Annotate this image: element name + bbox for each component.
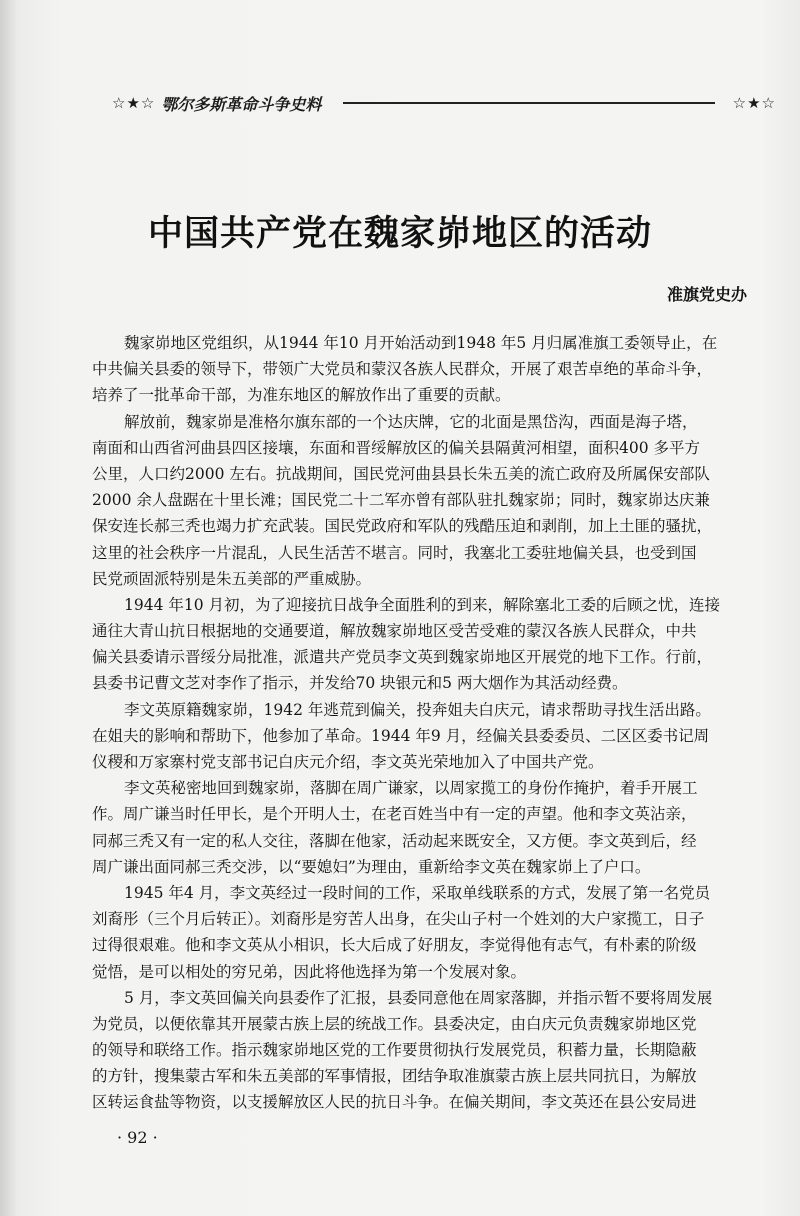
article-title: 中国共产党在魏家峁地区的活动	[147, 214, 652, 254]
text-line: 过得很艰难。他和李文英从小相识，长大后成了好朋友，李觉得他有志气，有朴素的阶级	[92, 936, 697, 955]
text-line: 仪稷和万家寨村党支部书记白庆元介绍，李文英光荣地加入了中国共产党。	[92, 753, 604, 771]
text-line: 作。周广谦当时任甲长，是个开明人士，在老百姓当中有一定的声望。他和李文英沾亲，	[92, 805, 697, 824]
paragraph-1	[92, 330, 800, 409]
text-line: 的领导和联络工作。指示魏家峁地区党的工作要贯彻执行发展党员，积蓄力量，长期隐蔽	[92, 1041, 697, 1060]
text-line: 县委书记曹文芝对李作了指示，并发给70 块银元和5 两大烟作为其活动经费。	[92, 674, 628, 693]
text-line: 2000 余人盘踞在十里长滩；国民党二十二军亦曾有部队驻扎魏家峁；同时，魏家峁达庆兼	[92, 491, 710, 510]
text-line: 中共偏关县委的领导下，带领广大党员和蒙汉各族人民群众，开展了艰苦卓绝的革命斗争，	[92, 360, 713, 379]
text-line: 这里的社会秩序一片混乱，人民生活苦不堪言。同时，我塞北工委驻地偏关县，也受到国	[92, 543, 697, 562]
running-header	[112, 88, 776, 118]
paragraph-4	[92, 697, 800, 776]
paragraph-5	[92, 775, 800, 880]
text-line: 魏家峁地区党组织，从1944 年10 月开始活动到1948 年5 月归属准旗工委领导止，在	[124, 334, 718, 352]
text-line: 5 月，李文英回偏关向县委作了汇报，县委同意他在周家落脚，并指示暂不要将周发展	[124, 988, 713, 1007]
text-line: 民党顽固派特别是朱五美部的严重威胁。	[92, 569, 372, 588]
paragraph-3	[92, 592, 800, 697]
text-line: 李文英秘密地回到魏家峁，落脚在周广谦家，以周家揽工的身份作掩护，着手开展工	[124, 779, 698, 798]
article-author: 准旗党史办	[666, 285, 747, 304]
paragraph-7	[92, 985, 800, 1116]
text-line: 保安连长郝三秃也竭力扩充武装。国民党政府和军队的残酷压迫和剥削，加上土匪的骚扰，	[92, 517, 713, 536]
text-line: 偏关县委请示晋绥分局批准，派遣共产党员李文英到魏家峁地区开展党的地下工作。行前，	[92, 648, 713, 667]
text-line: 为党员，以便依靠其开展蒙古族上层的统战工作。县委决定，由白庆元负责魏家峁地区党	[92, 1014, 697, 1033]
header-rule	[343, 102, 714, 104]
series-title: 鄂尔多斯革命斗争史料	[161, 94, 322, 114]
text-line: 解放前，魏家峁是准格尔旗东部的一个达庆牌，它的北面是黑岱沟，西面是海子塔，	[124, 412, 698, 431]
text-line: 周广谦出面同郝三秃交涉，以“要媳妇”为理由，重新给李文英在魏家峁上了户口。	[92, 857, 651, 876]
article-body	[92, 330, 800, 1116]
text-line: 刘裔彤（三个月后转正）。刘裔彤是穷苦人出身，在尖山子村一个姓刘的大户家揽工，日子	[92, 910, 705, 929]
header-stars-right-icon: ☆★☆	[732, 94, 776, 112]
text-line: 南面和山西省河曲县四区接壤，东面和晋绥解放区的偏关县隔黄河相望，面积400 多平方	[92, 438, 701, 457]
text-line: 区转运食盐等物资，以支援解放区人民的抗日斗争。在偏关期间，李文英还在县公安局进	[92, 1093, 697, 1112]
page-number: · 92 ·	[117, 1128, 158, 1147]
text-line: 1945 年4 月，李文英经过一段时间的工作，采取单线联系的方式，发展了第一名党员	[124, 883, 711, 902]
text-line: 李文英原籍魏家峁，1942 年逃荒到偏关，投奔姐夫白庆元，请求帮助寻找生活出路。	[124, 700, 711, 719]
text-line: 同郝三秃又有一定的私人交往，落脚在他家，活动起来既安全，又方便。李文英到后，经	[92, 831, 697, 850]
paragraph-6	[92, 880, 800, 985]
text-line: 通往大青山抗日根据地的交通要道，解放魏家峁地区受苦受难的蒙汉各族人民群众，中共	[92, 622, 697, 641]
text-line: 的方针，搜集蒙古军和朱五美部的军事情报，团结争取准旗蒙古族上层共同抗日，为解放	[92, 1067, 697, 1086]
text-line: 觉悟，是可以相处的穷兄弟，因此将他选择为第一个发展对象。	[92, 962, 527, 981]
text-line: 公里，人口约2000 左右。抗战期间，国民党河曲县县长朱五美的流亡政府及所属保安部队	[92, 464, 710, 483]
text-line: 在姐夫的影响和帮助下，他参加了革命。1944 年9 月，经偏关县委委员、二区区委书记周	[92, 726, 710, 745]
text-line: 1944 年10 月初，为了迎接抗日战争全面胜利的到来，解除塞北工委的后顾之忧，连接	[124, 595, 721, 614]
header-stars-left-icon: ☆★☆	[112, 94, 156, 112]
text-line: 培养了一批革命干部，为准东地区的解放作出了重要的贡献。	[92, 386, 511, 405]
paragraph-2	[92, 409, 800, 592]
